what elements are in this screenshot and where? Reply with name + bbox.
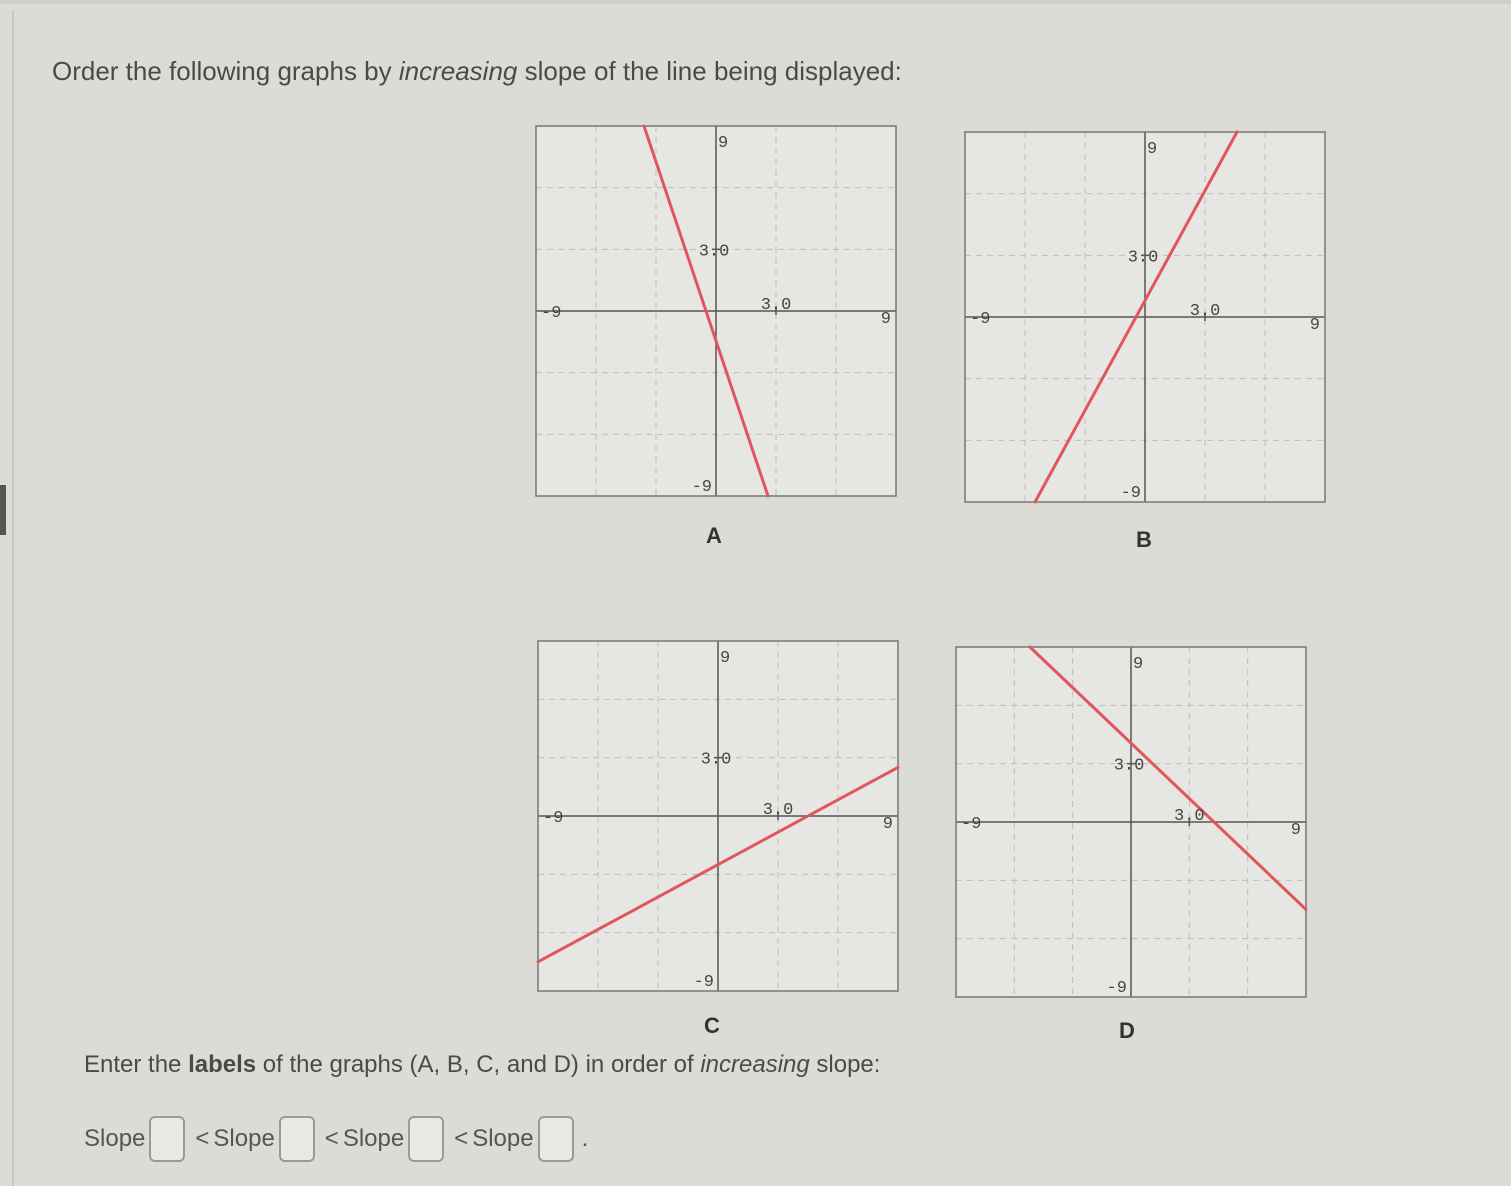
x-min-label: -9 <box>970 310 991 329</box>
question-emphasis: increasing <box>398 56 518 86</box>
x-max-label: 9 <box>1290 821 1301 840</box>
y-min-label: -9 <box>1106 979 1127 998</box>
instructions-text <box>84 1051 880 1079</box>
less-than-2: < <box>324 1125 339 1152</box>
instructions-emphasis: increasing <box>700 1051 810 1078</box>
left-border <box>12 10 14 1186</box>
graph-c-label: C <box>704 1013 720 1038</box>
slope-label-3: Slope <box>342 1125 405 1152</box>
y-mark-label: 3.0 <box>700 750 732 770</box>
graph-b <box>964 131 1324 501</box>
x-min-label: -9 <box>543 809 564 828</box>
graph-c-plot <box>537 640 899 992</box>
graph-d-plot <box>955 646 1307 998</box>
slope-label-4: Slope <box>472 1125 534 1152</box>
less-than-3: < <box>454 1125 469 1152</box>
top-border <box>0 0 1511 4</box>
y-max-label: 9 <box>718 134 729 153</box>
instructions-suffix: slope: <box>809 1051 881 1078</box>
slope-label-1: Slope <box>84 1125 146 1152</box>
y-max-label: 9 <box>1147 140 1158 159</box>
question-suffix: slope of the line being displayed: <box>517 56 902 86</box>
answer-slot-3[interactable] <box>408 1116 444 1162</box>
instructions-middle: of the graphs (A, B, C, and D) in order of <box>256 1051 701 1078</box>
y-min-label: -9 <box>1120 484 1141 503</box>
y-mark-label: 3.0 <box>1113 756 1145 776</box>
graph-d-label: D <box>1119 1018 1135 1043</box>
answer-slot-4[interactable] <box>538 1116 574 1162</box>
instructions-bold: labels <box>188 1051 257 1078</box>
question-text <box>52 56 902 87</box>
y-max-label: 9 <box>1133 655 1144 674</box>
instructions-prefix: Enter the <box>84 1051 189 1078</box>
graph-a-label: A <box>706 523 722 548</box>
x-mark-label: 3.0 <box>762 801 794 820</box>
y-min-label: -9 <box>693 973 714 992</box>
end-period: . <box>581 1125 589 1152</box>
graph-b-label: B <box>1136 527 1152 552</box>
x-max-label: 9 <box>1309 316 1320 335</box>
answer-slot-1[interactable] <box>149 1116 185 1162</box>
y-mark-label: 3.0 <box>698 242 730 262</box>
graph-a <box>535 125 895 495</box>
x-max-label: 9 <box>880 310 891 329</box>
scroll-indicator <box>0 485 6 535</box>
graph-a-plot <box>535 125 897 497</box>
x-max-label: 9 <box>882 815 893 834</box>
x-min-label: -9 <box>961 815 982 834</box>
graph-b-plot <box>964 131 1326 503</box>
graph-c <box>537 640 897 1010</box>
y-min-label: -9 <box>691 478 712 497</box>
graph-d <box>955 646 1315 1016</box>
x-mark-label: 3.0 <box>1189 302 1221 321</box>
less-than-1: < <box>195 1125 210 1152</box>
x-mark-label: 3.0 <box>760 296 792 315</box>
x-min-label: -9 <box>541 304 562 323</box>
answer-row <box>84 1112 588 1166</box>
y-mark-label: 3.0 <box>1127 248 1159 268</box>
slope-label-2: Slope <box>213 1125 275 1152</box>
y-max-label: 9 <box>720 649 731 668</box>
x-mark-label: 3.0 <box>1174 807 1205 826</box>
question-prefix: Order the following graphs by <box>52 56 399 86</box>
answer-slot-2[interactable] <box>279 1116 315 1162</box>
